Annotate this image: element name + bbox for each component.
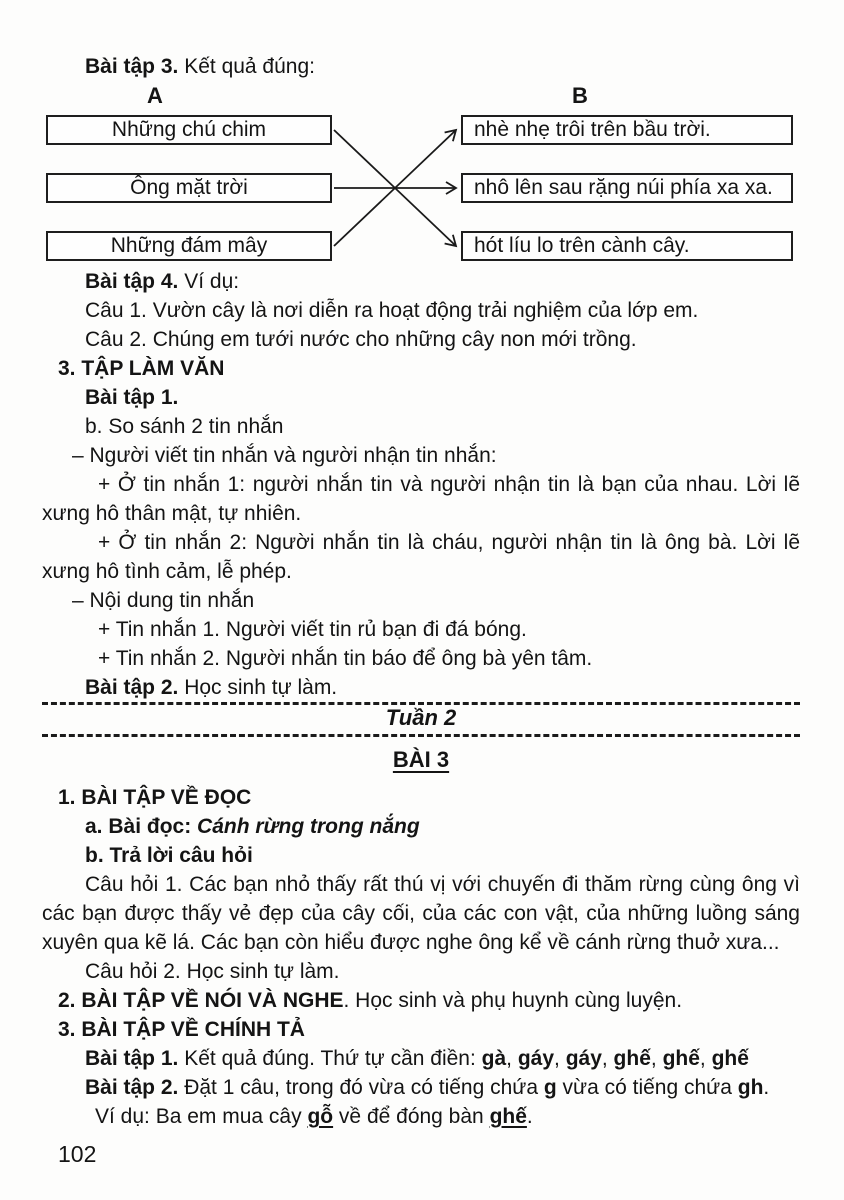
text-segment: Kết quả đúng: (178, 55, 315, 78)
text-segment: ghế (662, 1047, 700, 1070)
text-segment: Bài tập 2. (85, 676, 179, 699)
exercise-content-top (42, 267, 800, 702)
section-3-heading (58, 354, 800, 383)
example-line (95, 1102, 800, 1131)
match-box-a-2: Những đám mây (46, 231, 332, 261)
text-segment: ghế (613, 1047, 651, 1070)
text-segment: 2. BÀI TẬP VỀ NÓI VÀ NGHE (58, 989, 344, 1012)
text-segment: Kết quả đúng. Thứ tự cần điền: (178, 1047, 482, 1070)
text-segment: . (526, 1105, 533, 1128)
bullet-dash-1 (72, 441, 800, 470)
week-divider (42, 702, 800, 737)
spelling-exercise-1 (85, 1044, 800, 1073)
match-box-a-0: Những chú chim (46, 115, 332, 145)
text-segment: gà (481, 1047, 507, 1070)
exercise4-heading (85, 267, 800, 296)
lesson-title-text: BÀI 3 (392, 747, 450, 772)
text-segment: vừa có tiếng chứa (556, 1076, 738, 1099)
text-segment: , (601, 1047, 614, 1070)
text-segment: – Nội dung tin nhắn (72, 589, 255, 612)
reading-title-line (85, 812, 800, 841)
page-number: 102 (58, 1141, 97, 1167)
match-box-a-1: Ông mặt trời (46, 173, 332, 203)
section-1-heading (58, 783, 800, 812)
bullet-plus-4 (42, 644, 800, 673)
text-segment: . (763, 1076, 770, 1099)
exercise4-sentence-2 (85, 325, 800, 354)
text-segment: Bài tập 1. (85, 1047, 179, 1070)
lesson-title (42, 745, 800, 775)
matching-diagram (42, 83, 800, 267)
question-1-paragraph (42, 870, 800, 957)
question-2-line (85, 957, 800, 986)
bullet-plus-1 (42, 470, 800, 528)
match-box-b-0: nhè nhẹ trôi trên bầu trời. (461, 115, 793, 145)
exercise1-heading (85, 383, 800, 412)
text-segment: Câu 2. Chúng em tưới nước cho những cây non mới trồng. (85, 328, 637, 351)
text-segment: 1. BÀI TẬP VỀ ĐỌC (58, 786, 252, 809)
column-b-label: B (572, 83, 588, 108)
text-segment: 3. BÀI TẬP VỀ CHÍNH TẢ (58, 1018, 305, 1041)
text-segment: + Tin nhắn 1. Người viết tin rủ bạn đi đá bóng. (98, 618, 527, 641)
text-segment: Câu hỏi 1. Các bạn nhỏ thấy rất thú vị với chuyến đi thăm rừng cùng ông vì các bạn được thấy vẻ đẹp của cây cối, của các con vật, của những luồng sáng xuyên qua kẽ lá. Các bạn còn hiểu được nghe ông kể về cánh rừng thuở xưa... (42, 873, 800, 954)
text-segment: Bài tập 1. (85, 386, 179, 409)
text-segment: Bài tập 2. (85, 1076, 179, 1099)
exercise-content-bottom (42, 783, 800, 1131)
bullet-plus-2 (42, 528, 800, 586)
text-segment: g (543, 1076, 557, 1099)
text-segment: gỗ (307, 1105, 334, 1128)
section-3-heading (58, 1015, 800, 1044)
match-box-b-1: nhô lên sau rặng núi phía xa xa. (461, 173, 793, 203)
section-2-heading (58, 986, 800, 1015)
exercise3-heading (85, 52, 800, 81)
text-segment: Bài tập 4. (85, 270, 179, 293)
text-segment: + Ở tin nhắn 1: người nhắn tin và người nhận tin là bạn của nhau. Lời lẽ xưng hô thân mật, tự nhiên. (42, 473, 800, 525)
text-segment: Bài tập 3. (85, 55, 179, 78)
text-segment: b. Trả lời câu hỏi (85, 844, 253, 867)
text-segment: Đặt 1 câu, trong đó vừa có tiếng chứa (178, 1076, 544, 1099)
text-segment: Câu hỏi 2. Học sinh tự làm. (85, 960, 340, 983)
text-segment: . Học sinh và phụ huynh cùng luyện. (343, 989, 683, 1012)
text-segment: Câu 1. Vườn cây là nơi diễn ra hoạt động trải nghiệm của lớp em. (85, 299, 699, 322)
text-segment: Cánh rừng trong nắng (197, 815, 420, 838)
text-segment: a. Bài đọc: (85, 815, 198, 838)
text-segment: Ví dụ: Ba em mua cây (95, 1105, 308, 1128)
exercise2-line (85, 673, 800, 702)
text-segment: gáy (565, 1047, 602, 1070)
text-segment: , (650, 1047, 663, 1070)
week-label: Tuần 2 (385, 705, 457, 730)
text-segment: , (554, 1047, 566, 1070)
spelling-exercise-2 (85, 1073, 800, 1102)
text-segment: Ví dụ: (178, 270, 240, 293)
text-segment: – Người viết tin nhắn và người nhận tin nhắn: (72, 444, 497, 467)
text-segment: ghế (489, 1105, 527, 1128)
match-box-b-2: hót líu lo trên cành cây. (461, 231, 793, 261)
text-segment: gáy (517, 1047, 555, 1070)
text-segment: về để đóng bàn (333, 1105, 490, 1128)
text-segment: + Ở tin nhắn 2: Người nhắn tin là cháu, người nhận tin là ông bà. Lời lẽ xưng hô tình cảm, lễ phép. (42, 531, 800, 583)
text-segment: + Tin nhắn 2. Người nhắn tin báo để ông bà yên tâm. (98, 647, 593, 670)
text-segment: ghế (711, 1047, 749, 1070)
text-segment: , (506, 1047, 518, 1070)
text-segment: Học sinh tự làm. (178, 676, 338, 699)
bullet-dash-2 (72, 586, 800, 615)
answer-questions-line (85, 841, 800, 870)
exercise4-sentence-1 (85, 296, 800, 325)
column-a-label: A (147, 83, 163, 108)
text-segment: gh (737, 1076, 764, 1099)
text-segment: 3. TẬP LÀM VĂN (58, 357, 225, 380)
text-segment: , (699, 1047, 712, 1070)
bullet-plus-3 (42, 615, 800, 644)
exercise1-item-b (85, 412, 800, 441)
text-segment: b. So sánh 2 tin nhắn (85, 415, 284, 438)
